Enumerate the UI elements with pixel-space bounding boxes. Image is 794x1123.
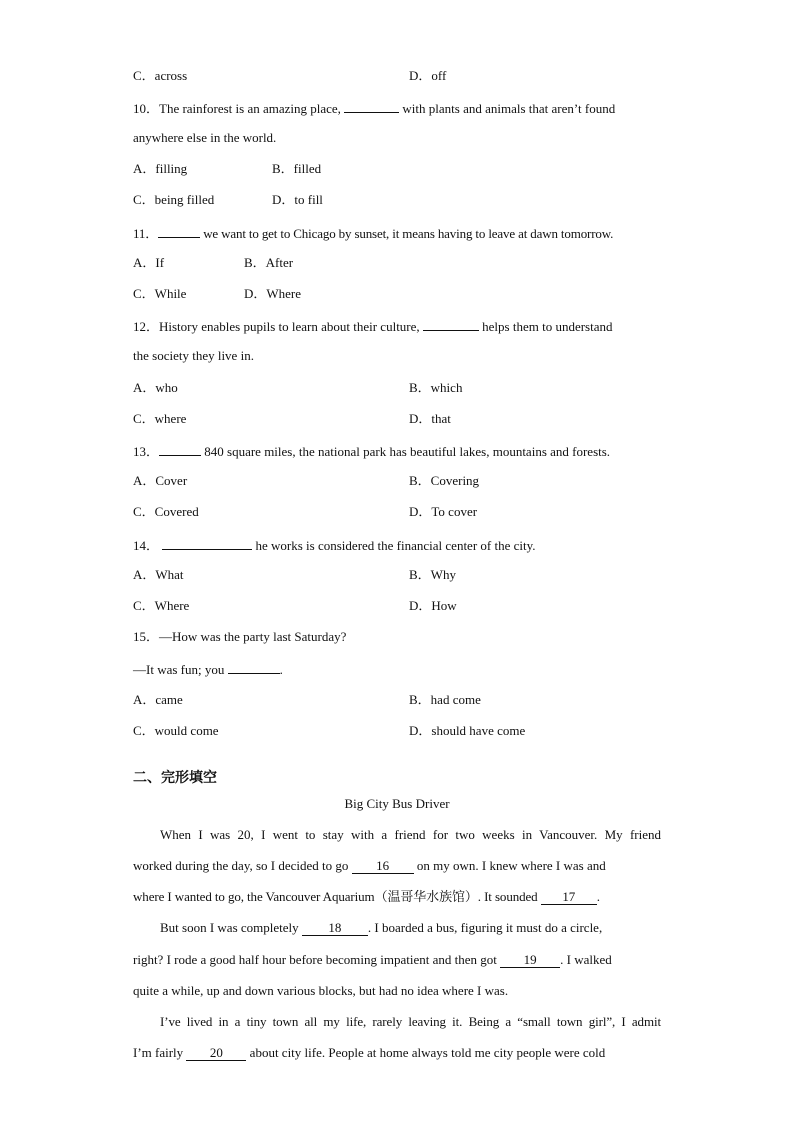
answer-blank bbox=[159, 442, 201, 456]
cloze-blank-19: 19 bbox=[500, 953, 560, 968]
passage-line bbox=[133, 1045, 605, 1061]
option-a-q13: A．Cover bbox=[133, 473, 188, 488]
option-b-q13: B．Covering bbox=[409, 473, 480, 488]
question-13-text: 840 square miles, the national park has beautiful lakes, mountains and forests. bbox=[204, 444, 611, 459]
question-12-line-2: the society they live in. bbox=[133, 348, 254, 363]
option-c-q9: C．across bbox=[133, 68, 188, 83]
question-14 bbox=[133, 536, 536, 554]
option-b-q11: B．After bbox=[244, 255, 294, 270]
option-b-q14: B．Why bbox=[409, 567, 456, 582]
option-b-q12: B．which bbox=[409, 380, 463, 395]
option-a-q15: A．came bbox=[133, 692, 183, 707]
option-d-q10: D．to fill bbox=[272, 192, 323, 207]
section-heading: 二、完形填空 bbox=[133, 770, 217, 786]
option-a-q11: A．If bbox=[133, 255, 165, 270]
option-d-q11: D．Where bbox=[244, 286, 302, 301]
option-d-q15: D．should have come bbox=[409, 723, 526, 738]
question-10-line-2: anywhere else in the world. bbox=[133, 130, 277, 145]
passage-text: . I walked bbox=[560, 952, 612, 967]
option-c-q14: C．Where bbox=[133, 598, 190, 613]
question-number: 11． bbox=[133, 226, 159, 241]
question-15-period: . bbox=[279, 662, 283, 677]
option-d-q12: D．that bbox=[409, 411, 451, 426]
question-13 bbox=[133, 442, 610, 460]
passage-text: about city life. People at home always told me city people were cold bbox=[249, 1045, 606, 1060]
option-d-q14: D．How bbox=[409, 598, 457, 613]
cloze-blank-18: 18 bbox=[302, 921, 368, 936]
passage-text: right? I rode a good half hour before becoming impatient and then got bbox=[133, 952, 497, 967]
passage-text: But soon I was completely bbox=[160, 920, 299, 935]
question-number: 13． bbox=[133, 444, 160, 459]
passage-text: where I wanted to go, the Vancouver Aquarium（温哥华水族馆）. It sounded bbox=[133, 889, 538, 904]
question-10-text-cont: with plants and animals that aren’t found bbox=[402, 101, 616, 116]
question-number: 14． bbox=[133, 538, 160, 553]
cloze-blank-17: 17 bbox=[541, 890, 597, 905]
option-c-q15: C．would come bbox=[133, 723, 219, 738]
option-c-q11: C．While bbox=[133, 286, 187, 301]
question-11 bbox=[133, 224, 613, 242]
passage-text: on my own. I knew where I was and bbox=[416, 858, 606, 873]
passage-line bbox=[133, 889, 600, 905]
passage-line: I’ve lived in a tiny town all my life, rarely leaving it. Being a “small town girl”, I admit bbox=[160, 1014, 661, 1029]
option-a-q10: A．filling bbox=[133, 161, 188, 176]
passage-line bbox=[133, 858, 606, 874]
question-10-text: 10．The rainforest is an amazing place, bbox=[133, 101, 341, 116]
passage-text: . bbox=[596, 889, 600, 904]
option-b-q10: B．filled bbox=[272, 161, 322, 176]
passage-text: I’m fairly bbox=[133, 1045, 184, 1060]
passage-line bbox=[160, 920, 602, 936]
answer-blank bbox=[344, 99, 399, 113]
question-15: 15．—How was the party last Saturday? bbox=[133, 629, 347, 644]
passage-text: . I boarded a bus, figuring it must do a circle, bbox=[367, 920, 603, 935]
option-a-q12: A．who bbox=[133, 380, 178, 395]
passage-text: worked during the day, so I decided to go bbox=[133, 858, 349, 873]
question-12 bbox=[133, 317, 613, 335]
question-14-text: he works is considered the financial center of the city. bbox=[255, 538, 536, 553]
answer-blank bbox=[162, 536, 252, 550]
answer-blank bbox=[423, 317, 479, 331]
passage-title: Big City Bus Driver bbox=[344, 796, 450, 811]
passage-line: When I was 20, I went to stay with a friend for two weeks in Vancouver. My friend bbox=[160, 827, 661, 842]
passage-line bbox=[133, 952, 612, 968]
answer-blank bbox=[228, 660, 280, 674]
answer-blank bbox=[158, 224, 200, 238]
question-15-text: —It was fun; you bbox=[133, 662, 225, 677]
question-12-text-cont: helps them to understand bbox=[482, 319, 613, 334]
option-c-q12: C．where bbox=[133, 411, 187, 426]
option-b-q15: B．had come bbox=[409, 692, 481, 707]
option-c-q10: C．being filled bbox=[133, 192, 215, 207]
option-c-q13: C．Covered bbox=[133, 504, 199, 519]
question-11-text: we want to get to Chicago by sunset, it means having to leave at dawn tomorrow. bbox=[203, 226, 614, 241]
option-d-q9: D．off bbox=[409, 68, 447, 83]
option-a-q14: A．What bbox=[133, 567, 184, 582]
cloze-blank-20: 20 bbox=[186, 1046, 246, 1061]
question-15-response bbox=[133, 660, 283, 678]
option-d-q13: D．To cover bbox=[409, 504, 478, 519]
question-12-text: 12．History enables pupils to learn about their culture, bbox=[133, 319, 420, 334]
question-10 bbox=[133, 99, 615, 117]
passage-line: quite a while, up and down various blocks, but had no idea where I was. bbox=[133, 983, 509, 998]
cloze-blank-16: 16 bbox=[352, 859, 414, 874]
